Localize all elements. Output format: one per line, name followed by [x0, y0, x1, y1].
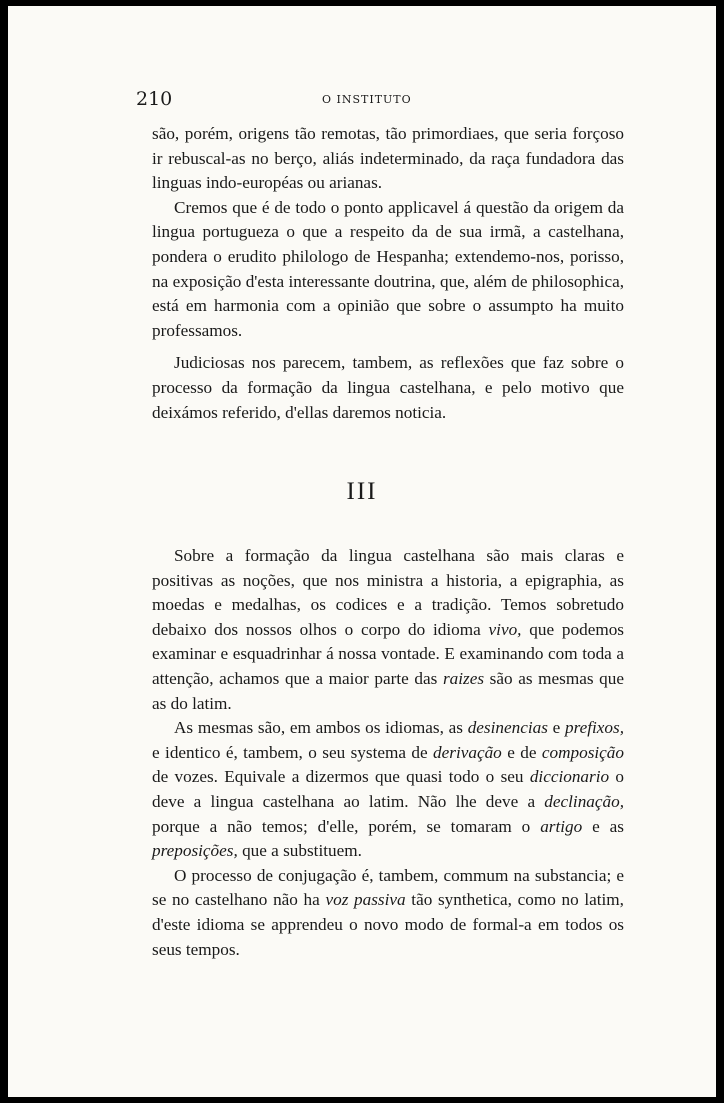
- italic-word: voz passiva: [325, 890, 406, 910]
- section-heading: III: [346, 478, 378, 505]
- italic-word: declinação,: [544, 791, 624, 811]
- italic-word: artigo: [540, 816, 583, 836]
- italic-word: vivo,: [488, 619, 522, 639]
- italic-word: desinencias: [467, 718, 548, 738]
- paragraph-3: Judiciosas nos parecem, tambem, as reflexões que faz sobre o processo da formação da lingua castelhana, e pelo motivo que deixámos referido, d'ellas daremos noticia.: [152, 353, 624, 422]
- paragraph-1: são, porém, origens tão remotas, tão primordiaes, que seria forçoso ir rebuscal-as no berço, aliás indeterminado, da raça fundadora das linguas indo-européas ou arianas.: [152, 124, 624, 193]
- italic-word: composição: [541, 742, 624, 762]
- page-header: [136, 88, 624, 112]
- paragraph-2: Cremos que é de todo o ponto applicavel á questão da origem da lingua portugueza o que a respeito da de sua irmã, a castelhana, pondera o erudito philologo de Hespanha; extendemo-nos, porisso, na exposição d'esta interessante doutrina, que, além de philosophica, está em harmonia com a opinião que sobre o assumpto ha muito professamos.: [152, 197, 624, 340]
- italic-word: diccionario: [529, 767, 610, 787]
- page-number: 210: [136, 88, 173, 110]
- italic-word: derivação: [433, 742, 502, 762]
- italic-word: raizes: [442, 668, 485, 688]
- paragraph-4: Sobre a formação da lingua castelhana são mais claras e positivas as noções, que nos ministra a historia, a epigraphia, as moedas e medalhas, os codices e a tradição. Temos sobretudo debaixo dos nossos olhos o corpo do idioma vivo, que podemos examinar e esquadrinhar á nossa vontade. E examinando com toda a attenção, achamos que a maior parte das raizes são as mesmas que as do latim.: [152, 546, 624, 713]
- text-block-lower: [152, 544, 624, 962]
- text-block-upper: [152, 122, 624, 425]
- paragraph-5: As mesmas são, em ambos os idiomas, as desinencias e prefixos, e identico é, tambem, o seu systema de derivação e de composição de vozes. Equivale a dizermos que quasi todo o seu diccionario o deve a lingua castelhana ao latim. Não lhe deve a declinação, porque a não temos; d'elle, porém, se tomaram o artigo e as preposições, que a substituem.: [152, 718, 625, 861]
- italic-word: preposições,: [152, 841, 238, 861]
- paragraph-6: O processo de conjugação é, tambem, commum na substancia; e se no castelhano não ha voz passiva tão synthetica, como no latim, d'este idioma se apprendeu o novo modo de formal-a em todos os seus tempos.: [152, 865, 624, 959]
- running-title: O INSTITUTO: [322, 93, 412, 106]
- italic-word: prefixos,: [564, 718, 625, 738]
